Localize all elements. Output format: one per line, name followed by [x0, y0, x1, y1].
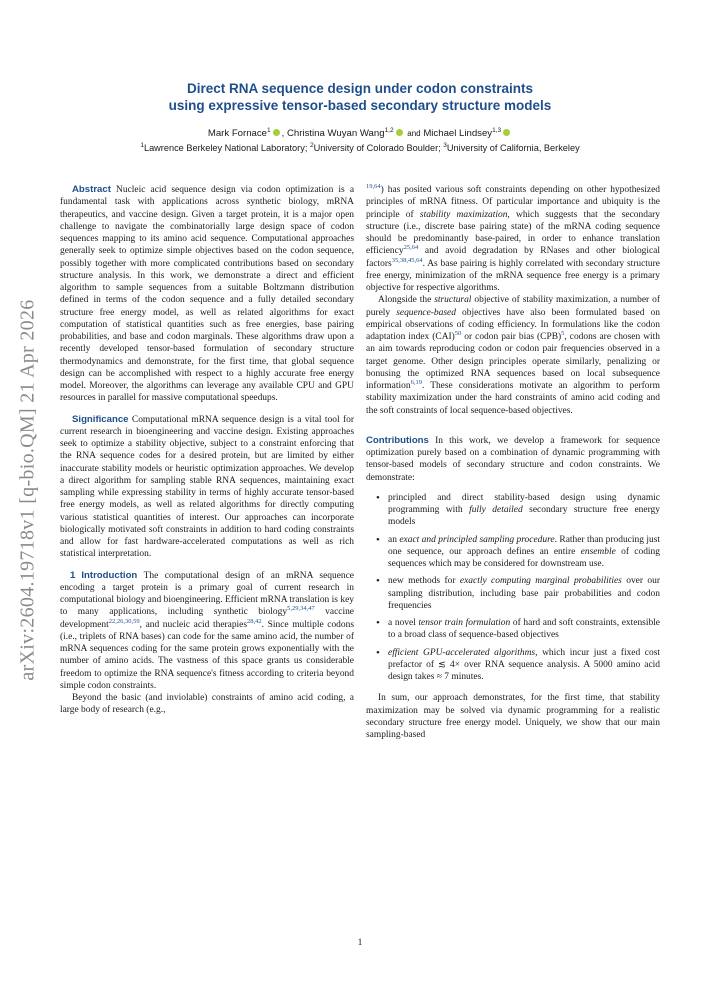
citation-link[interactable]: 19,64: [366, 183, 381, 190]
abstract: [60, 184, 354, 405]
emphasis: efficient GPU-accelerated algorithms: [388, 647, 536, 658]
intro-text: , and nucleic acid therapies: [139, 619, 248, 630]
citation-link[interactable]: 22,26,30,59: [108, 617, 140, 625]
intro-text: . Since multiple codons (i.e., triplets of RNA bases) can code for the same amino acid, the number of mRNA sequences coding for the same protein grows exponentially with the number of amino acids. The vastness of this space grants us considerable freedom to optimize the RNA sequence's fitness according to criteria beyond simple codon constraints.: [60, 619, 354, 691]
list-text: , which incur just a fixed cost prefactor of ≲ 4× over RNA sequence analysis. A 5000 amino acid design takes ≈ 7 minutes.: [388, 647, 661, 682]
intro-text: , which suggests that the secondary structure (i.e., discrete base pairing state) of the mRNA coding sequence should be predominantly base-paired, in order to enhance translation efficiency: [366, 209, 660, 257]
list-item: [388, 575, 660, 612]
contributions-closing: In sum, our approach demonstrates, for the first time, that stability maximization may be solved via dynamic programming for a realistic secondary structure free energy model. Uniquely, we show that our main sampling-based: [366, 693, 660, 740]
title-block: [60, 80, 660, 155]
emphasis: ensemble: [580, 546, 616, 557]
contributions: [366, 435, 660, 484]
list-text: principled and direct stability-based design using dynamic programming with: [388, 492, 660, 515]
introduction-paragraph-1: [60, 570, 354, 693]
affiliation-mark: 2: [309, 142, 314, 149]
affiliation: University of California, Berkeley: [446, 143, 580, 153]
citation-link[interactable]: 50: [454, 330, 462, 337]
intro-text: The computational design of an mRNA sequence encoding a target protein is a primary goal of current research in computational biology and bioengineering. Efficient mRNA translation is key to many applications, including synthetic biology: [60, 570, 354, 618]
list-text: secondary structure free energy models: [388, 505, 660, 528]
intro-text: and avoid degradation by RNases and other biological factors: [366, 246, 660, 269]
list-text: of coding sequences which may be considered for downstream use.: [388, 546, 660, 569]
contributions-heading: Contributions: [366, 434, 429, 446]
citation-link[interactable]: 5,29,34,47: [287, 605, 315, 613]
emphasis: fully detailed: [469, 505, 523, 515]
citation-link[interactable]: 6,19: [410, 379, 422, 386]
page-number: 1: [357, 938, 363, 948]
introduction-paragraph-3: [366, 294, 660, 417]
intro-text: , codons are chosen with an aim towards reproducing codon or codon pair frequencies observed in a target genome. Other design principles operate similarly, penalizing or bonusing the optimized RNA sequences based on local subsequence information: [366, 332, 660, 391]
author-list: Mark Fornace$^1$ , Christina Wuyan Wang$^{1,2}$ and Michael Lindsey$^{1,3}$: [60, 127, 660, 141]
intro-text: Beyond the basic (and inviolable) constraints of amino acid coding, a large body of research (e.g.,: [60, 693, 354, 716]
emphasis: sequence-based: [396, 307, 456, 318]
orcid-icon[interactable]: [503, 129, 510, 136]
list-item: [388, 534, 660, 571]
abstract-heading: Abstract: [72, 184, 111, 195]
list-item: [388, 492, 660, 529]
list-text: of hard and soft constraints, extensible to a broad class of sequence-based objectives: [388, 618, 660, 641]
emphasis: exactly computing marginal probabilities: [459, 576, 622, 587]
author-affiliation-mark: 1: [267, 127, 271, 134]
orcid-icon[interactable]: [396, 129, 403, 136]
arxiv-identifier: arXiv:2604.19718v1 [q-bio.QM] 21 Apr 2026: [16, 299, 39, 681]
significance: [60, 414, 354, 561]
list-text: a novel: [388, 618, 419, 628]
right-column: [366, 184, 660, 741]
emphasis: exact and principled sampling procedure: [399, 534, 555, 545]
arxiv-stamp: [8, 270, 48, 710]
citation-link[interactable]: 5: [561, 330, 565, 337]
affiliation: University of Colorado Boulder;: [313, 143, 444, 153]
intro-text: objective of stability maximization, a number of purely: [366, 295, 660, 318]
list-item: [388, 647, 660, 684]
intro-text: Alongside the: [378, 295, 435, 306]
author-name: Mark Fornace: [207, 128, 268, 139]
introduction-paragraph-2-cont: [366, 184, 660, 294]
list-text: . Rather than producing just one sequence, our approach defines an entire: [388, 534, 660, 557]
intro-text: . These considerations motivate an algorithm to perform stability maximization under the hard constraints of amino acid coding and the soft constraints of local sequence-based objectives.: [366, 381, 660, 416]
author-name: Christina Wuyan Wang: [286, 128, 385, 139]
author-conjunction: and: [407, 129, 421, 138]
section-number: 1: [70, 569, 76, 581]
author-name: Michael Lindsey: [423, 128, 493, 139]
citation-link[interactable]: 25,64: [403, 244, 419, 252]
abstract-text: Nucleic acid sequence design via codon optimization is a fundamental task with applications across synthetic biology, mRNA therapeutics, and vaccine design. Given a target protein, it is a major open challenge to navigate the combinatorially large design space of codon sequences mapping to its amino acid sequence. Computational approaches generally seek to optimize simple objectives based on the codon sequence, possibly together with more complicated contributions based on secondary structure analysis. In this work, we demonstrate a direct and efficient algorithm to sample sequences from a suitable Boltzmann distribution defined in terms of the codon sequence and a fully detailed secondary structure free energy model, as well as related algorithms for exact computation of statistical quantities such as free energies, base pairing probabilities, and base and codon marginals. These algorithms draw upon a recently developed tensor-based formulation of secondary structure thermodynamics and demonstrate, for the first time, that global sequence design can be accomplished with respect to a highly accurate free energy model. Moreover, the algorithms can leverage any available CPU and GPU resources in parallel for massive computational speedups.: [60, 185, 355, 404]
emphasis: tensor train formulation: [418, 618, 511, 628]
significance-text: Computational mRNA sequence design is a vital tool for current research in bioengineering and vaccine design. Existing approaches seek to optimize a stability objective, subject to a constraint enforcing that the RNA sequence codes for a desired protein, but are limited by either inaccurate stability models or heuristic optimization approaches. We develop a direct algorithm for sampling stable RNA sequences, maintaining exact sampling while expressing stability in terms of highly accurate tensor-based free energy models, as well as related algorithms for directly computing various statistical quantities of interest. Our approaches can incorporate biologically motivated soft constraints in addition to hard coding constraints and allow for fast hardware-accelerated computations as well as rich statistical interpretation.: [60, 414, 354, 560]
orcid-icon[interactable]: [273, 129, 280, 136]
intro-text: vaccine development: [60, 607, 354, 630]
introduction-heading: Introduction: [81, 569, 138, 581]
significance-heading: Significance: [72, 413, 129, 425]
paper-title-line-1: Direct RNA sequence design under codon constraints: [186, 81, 534, 96]
contributions-list: [366, 492, 660, 684]
emphasis: stability maximization: [419, 209, 508, 220]
citation-link[interactable]: 28,42: [247, 617, 262, 625]
author-affiliation-mark: 1,3: [492, 127, 502, 134]
left-column: [60, 184, 354, 717]
emphasis: structural: [434, 295, 472, 306]
affiliations: [60, 141, 660, 155]
list-text: an: [388, 534, 400, 545]
paper-title-line-2: using expressive tensor-based secondary structure models: [168, 98, 552, 113]
affiliation-mark: 3: [443, 142, 447, 149]
intro-text: . As base pairing is highly correlated with secondary structure free energy, minimization of the mRNA sequence free energy is a primary objective for respective algorithms.: [366, 258, 660, 293]
list-text: over our sampling distribution, including base pair probabilities and codon frequencies: [388, 576, 660, 611]
intro-text: ) has posited various soft constraints depending on other hypothesized principles of mRNA fitness. Of particular importance and ubiquity is the principle of: [366, 185, 660, 220]
intro-text: or codon pair bias (CPB): [461, 332, 562, 342]
affiliation: Lawrence Berkeley National Laboratory;: [143, 143, 310, 153]
introduction-paragraph-2-start: [60, 692, 354, 717]
list-text: new methods for: [388, 576, 460, 587]
citation-link[interactable]: 35,38,45,64: [391, 256, 423, 264]
intro-text: objectives have also been formulated based on empirical observations of coding efficiency. In formulations like the codon adaptation index (CAI): [366, 307, 660, 342]
affiliation-mark: 1: [140, 142, 144, 149]
contributions-intro: In this work, we develop a framework for sequence optimization purely based on a combination of dynamic programming with tensor-based models of secondary structure and codon constraints. We demonstrate:: [366, 435, 660, 483]
author-affiliation-mark: 1,2: [384, 127, 394, 134]
list-item: [388, 617, 660, 642]
